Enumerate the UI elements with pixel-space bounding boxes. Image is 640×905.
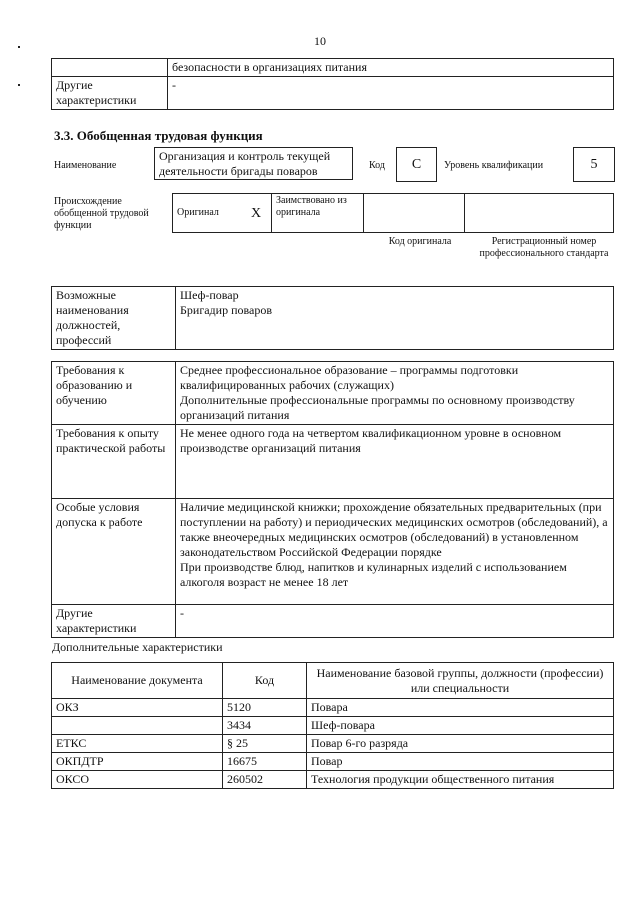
extra-row: [52, 753, 614, 771]
margin-mark: [18, 84, 20, 86]
extra-doc: ЕТКС: [52, 735, 223, 753]
extra-doc: ОКЗ: [52, 699, 223, 717]
extra-characteristics-table: [51, 662, 614, 789]
extra-row: [52, 717, 614, 735]
origin-label: Происхождение обобщенной трудовой функции: [54, 196, 149, 231]
extra-row: [52, 699, 614, 717]
position-item: Шеф-повар: [180, 288, 239, 302]
extra-code: 16675: [223, 753, 307, 771]
extra-row: [52, 771, 614, 789]
extra-header: Наименование документа: [52, 663, 223, 699]
requirement-line: Дополнительные профессиональные программы по основному производству организаций питания: [180, 393, 575, 422]
extra-doc: ОКПДТР: [52, 753, 223, 771]
level-value: 5: [573, 147, 615, 182]
extra-code: 260502: [223, 771, 307, 789]
extra-doc: ОКСО: [52, 771, 223, 789]
extra-group: Повар: [307, 753, 614, 771]
extra-code: 3434: [223, 717, 307, 735]
extra-group: Технология продукции общественного питания: [307, 771, 614, 789]
positions-label: Возможные наименования должностей, профессий: [52, 287, 176, 350]
original-mark: X: [241, 194, 272, 233]
requirement-value: [176, 425, 614, 499]
level-label: Уровень квалификации: [444, 160, 544, 171]
requirement-label: Требования к опыту практической работы: [52, 425, 176, 499]
margin-mark: [18, 46, 20, 48]
other-characteristics-value: -: [168, 77, 614, 110]
extra-code: § 25: [223, 735, 307, 753]
requirement-value: -: [176, 605, 614, 638]
extra-group: Повара: [307, 699, 614, 717]
requirement-label: Требования к образованию и обучению: [52, 362, 176, 425]
extra-group: Повар 6-го разряда: [307, 735, 614, 753]
origin-table: [172, 193, 614, 233]
requirement-line: Среднее профессиональное образование – программы подготовки квалифицированных рабочих (служащих): [180, 363, 519, 392]
requirement-value: [176, 499, 614, 605]
requirement-label: Особые условия допуска к работе: [52, 499, 176, 605]
requirement-line: Наличие медицинской книжки; прохождение обязательных предварительных (при поступлении на работу) и периодических медицинских осмотров (обследований), а также внеочередных медицинских осмотров (обследований) в установленном законодательством Российской Федерации порядке: [180, 500, 608, 559]
requirement-label: Другие характеристики: [52, 605, 176, 638]
positions-values: [176, 287, 614, 350]
reg-number-cell: [465, 194, 614, 233]
extra-title: Дополнительные характеристики: [52, 640, 223, 654]
page-number: 10: [314, 34, 326, 48]
position-item: Бригадир поваров: [180, 303, 273, 317]
extra-doc: [52, 717, 223, 735]
requirement-line: Не менее одного года на четвертом квалификационном уровне в основном производстве организаций питания: [180, 426, 562, 455]
other-characteristics-label: Другие характеристики: [52, 77, 168, 110]
name-label: Наименование: [54, 160, 117, 171]
function-name-value: Организация и контроль текущей деятельности бригады поваров: [154, 147, 353, 180]
positions-table: [51, 286, 614, 350]
extra-header: Наименование базовой группы, должности (профессии) или специальности: [307, 663, 614, 699]
code-original-cell: [364, 194, 465, 233]
code-label: Код: [369, 160, 385, 171]
code-original-caption: Код оригинала: [388, 236, 452, 247]
code-value: C: [396, 147, 437, 182]
borrowed-label: Заимствовано из оригинала: [272, 194, 364, 233]
extra-row: [52, 735, 614, 753]
section-title: 3.3. Обобщенная трудовая функция: [54, 128, 263, 143]
reg-number-caption: Регистрационный номер профессионального стандарта: [479, 236, 609, 259]
top-characteristics-table: [51, 58, 614, 110]
extra-group: Шеф-повара: [307, 717, 614, 735]
requirements-table: [51, 361, 614, 638]
extra-code: 5120: [223, 699, 307, 717]
requirement-value: [176, 362, 614, 425]
requirement-line: При производстве блюд, напитков и кулинарных изделий с использованием алкоголя возраст не менее 18 лет: [180, 560, 567, 589]
top-row-text: безопасности в организациях питания: [168, 59, 614, 77]
extra-header: Код: [223, 663, 307, 699]
original-label: Оригинал: [173, 194, 242, 233]
